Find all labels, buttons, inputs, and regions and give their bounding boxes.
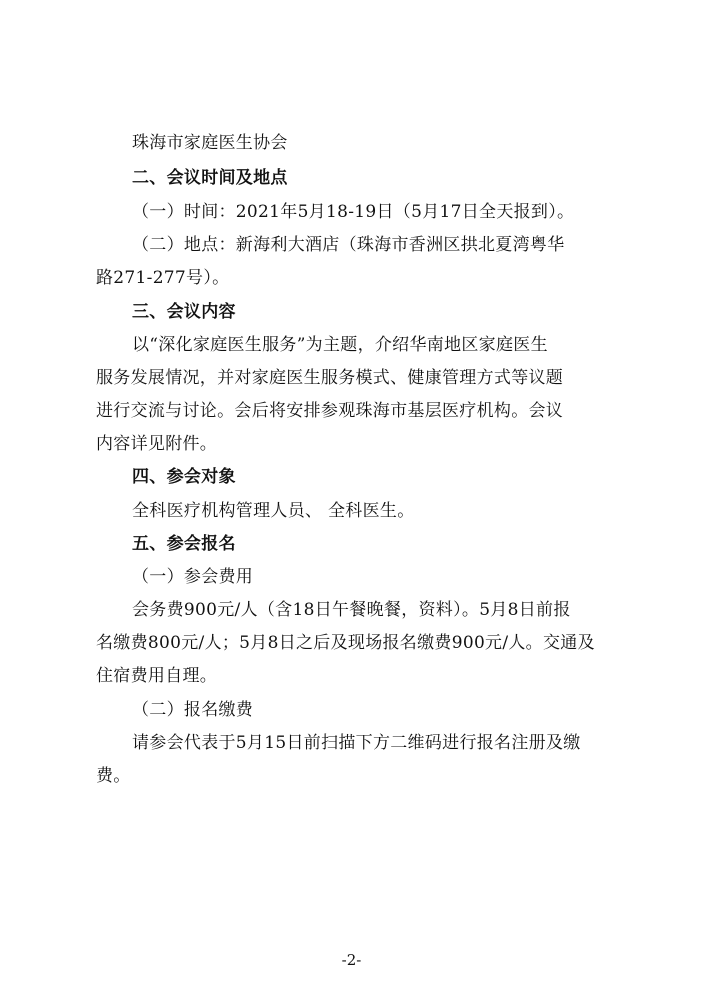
fees-paragraph-line: 住宿费用自理。 (96, 666, 218, 686)
subheading-fees: （一）参会费用 (132, 567, 254, 587)
fees-paragraph-line: 名缴费800元/人；5月8日之后及现场报名缴费900元/人。交通及 (96, 633, 595, 653)
page-number: -2- (341, 951, 362, 969)
registration-paragraph-line: 费。 (96, 766, 131, 786)
meeting-location: （二）地点：新海利大酒店（珠海市香洲区拱北夏湾粤华 (132, 235, 565, 255)
content-paragraph-line: 服务发展情况，并对家庭医生服务模式、健康管理方式等议题 (96, 368, 564, 388)
participants-text: 全科医疗机构管理人员、 全科医生。 (132, 501, 415, 521)
subheading-registration-payment: （二）报名缴费 (132, 700, 254, 720)
meeting-location-continued: 路271-277号）。 (96, 268, 230, 288)
section-heading-registration: 五、参会报名 (132, 534, 236, 554)
content-paragraph-line: 以“深化家庭医生服务”为主题，介绍华南地区家庭医生 (132, 335, 548, 355)
section-heading-participants: 四、参会对象 (132, 467, 236, 487)
organizer-line: 珠海市家庭医生协会 (132, 133, 288, 153)
content-paragraph-line: 内容详见附件。 (96, 434, 218, 454)
section-heading-time-location: 二、会议时间及地点 (132, 168, 288, 188)
registration-paragraph-line: 请参会代表于5月15日前扫描下方二维码进行报名注册及缴 (132, 733, 581, 753)
fees-paragraph-line: 会务费900元/人（含18日午餐晚餐，资料）。5月8日前报 (132, 600, 571, 620)
section-heading-content: 三、会议内容 (132, 302, 236, 322)
content-paragraph-line: 进行交流与讨论。会后将安排参观珠海市基层医疗机构。会议 (96, 401, 564, 421)
meeting-time: （一）时间：2021年5月18-19日（5月17日全天报到）。 (132, 202, 575, 222)
